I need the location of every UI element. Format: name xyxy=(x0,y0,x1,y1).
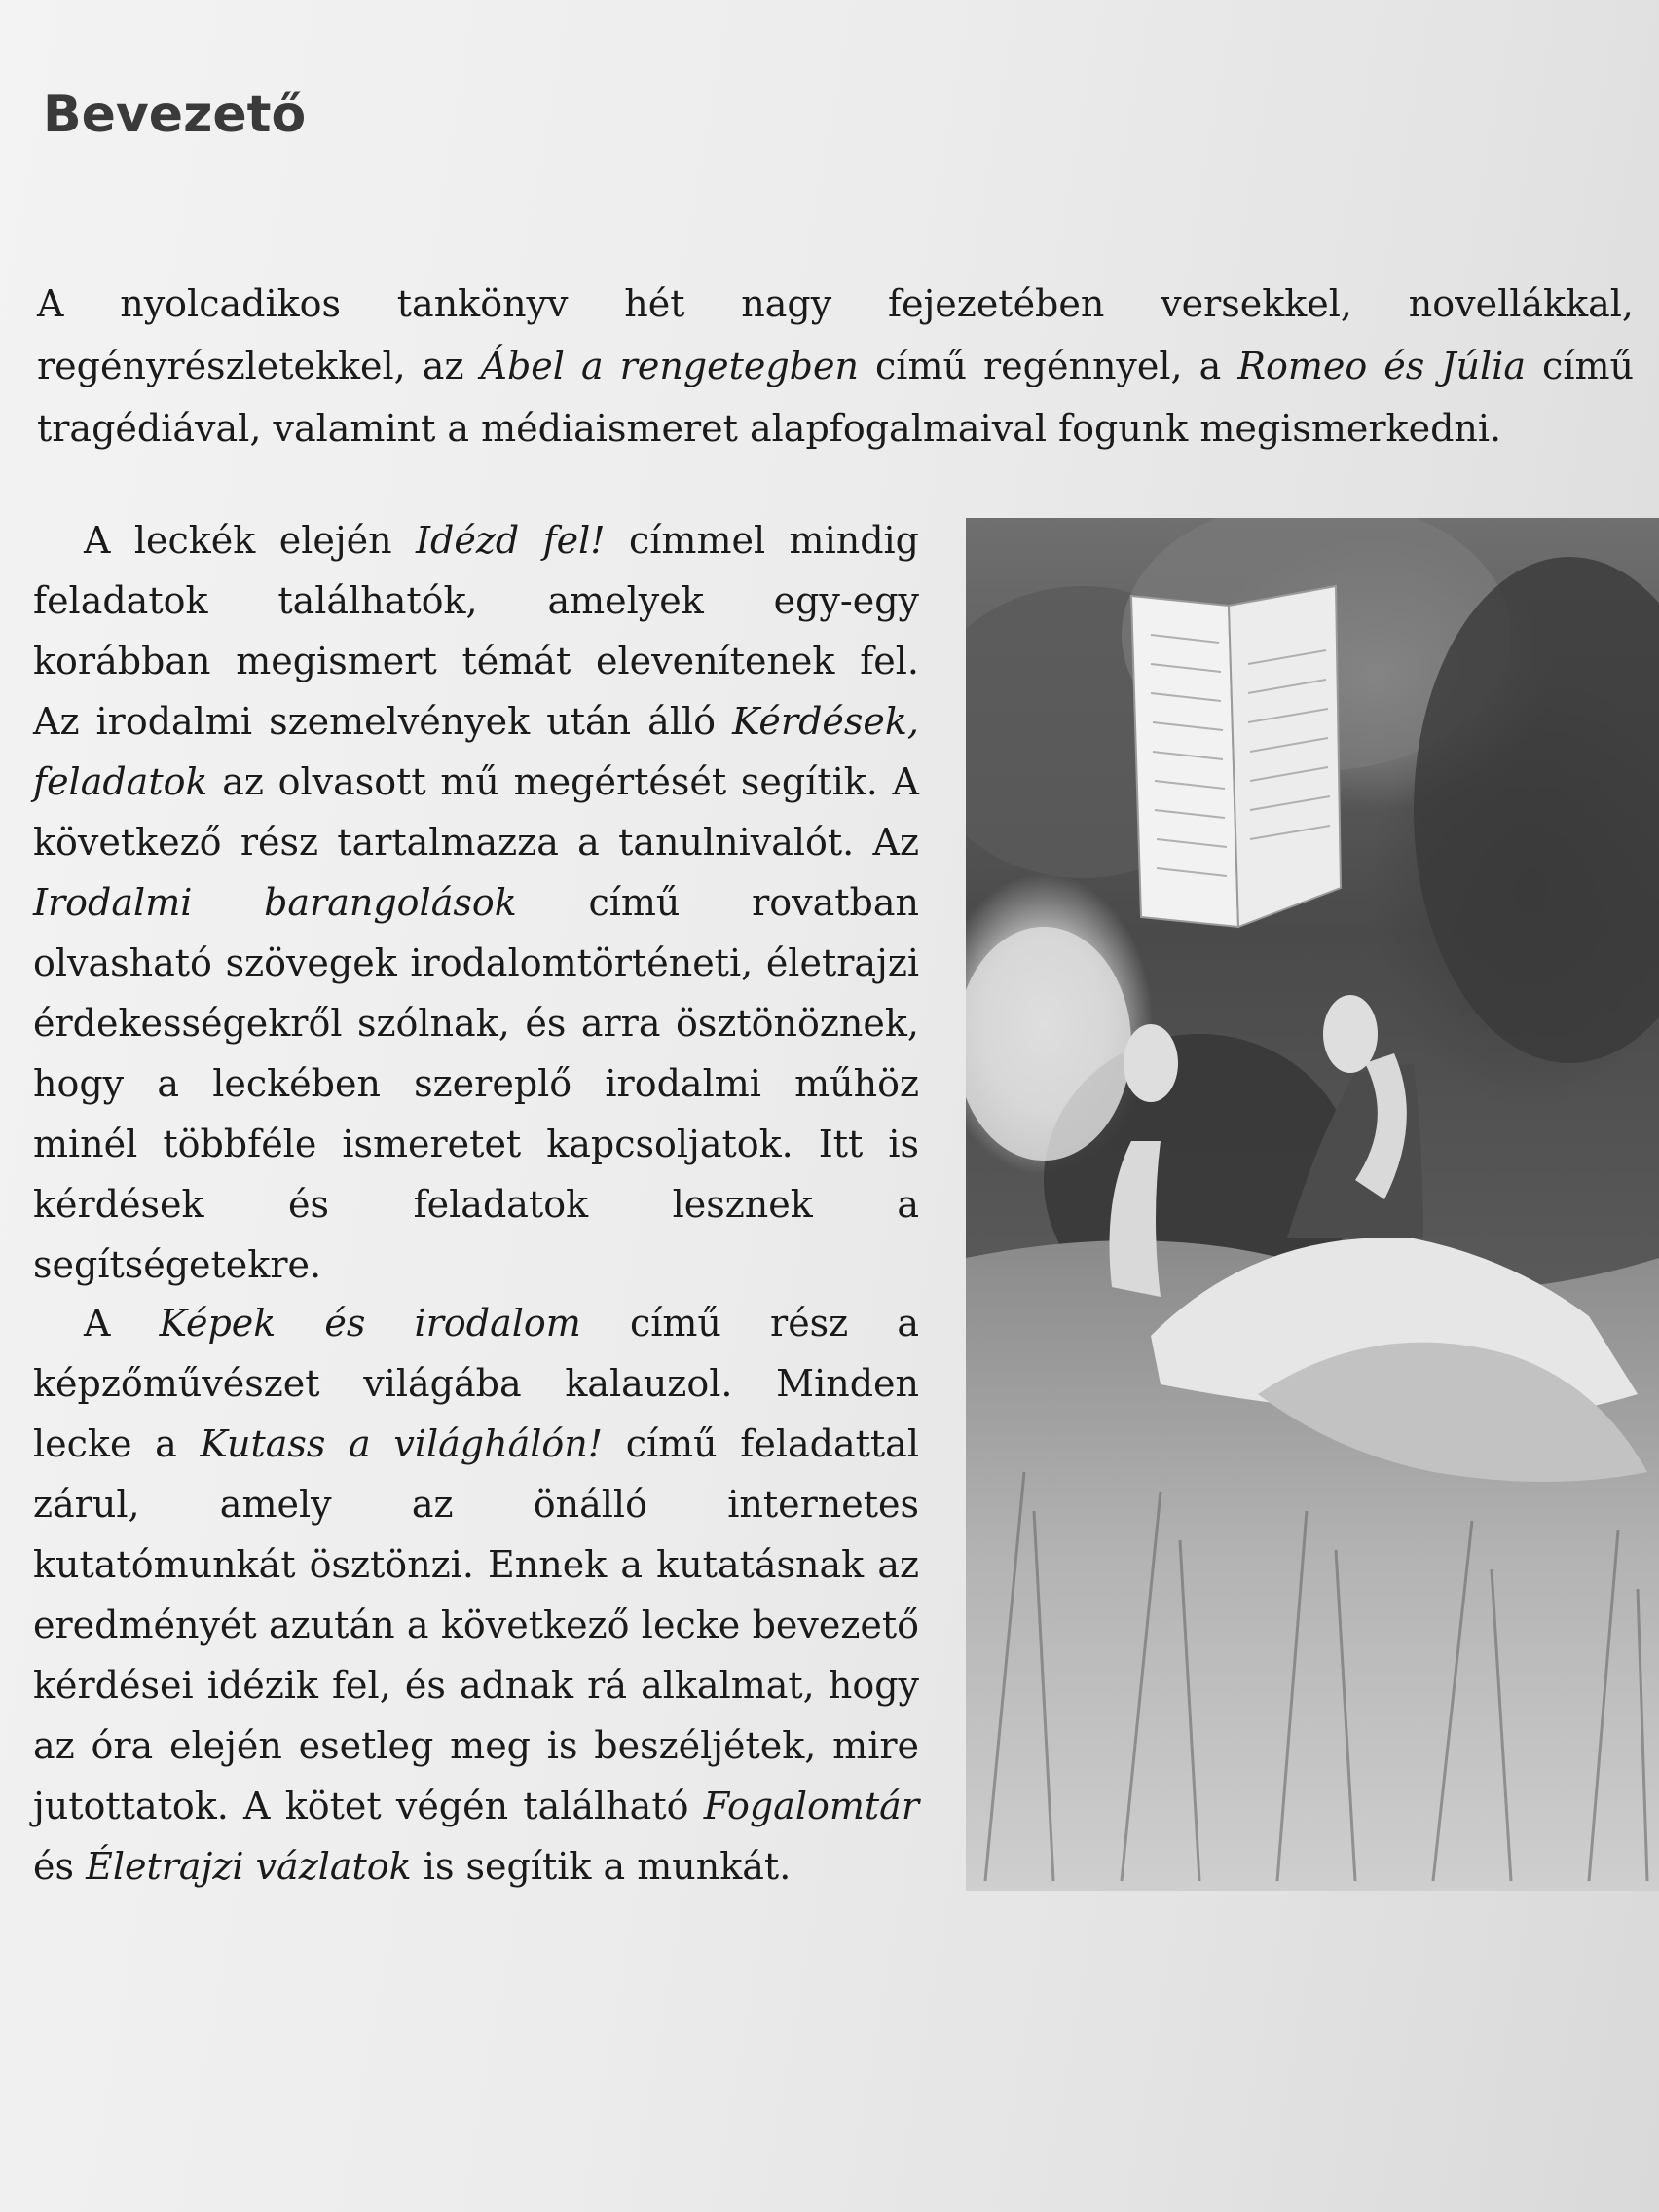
page-heading: Bevezető xyxy=(43,86,307,144)
italic-text-run: Fogalomtár xyxy=(703,1785,919,1827)
text-run: című rész a képzőművészet világába kalauzol. Minden lecke a xyxy=(33,1302,920,1465)
italic-text-run: Idézd fel! xyxy=(416,519,606,562)
text-run: is segítik a munkát. xyxy=(411,1845,792,1888)
text-run: című tragédiával, valamint a médiaismeret alapfogalmaival fogunk megismerkedni. xyxy=(37,345,1634,450)
pictures-paragraph xyxy=(33,1293,919,1897)
italic-text-run: Képek és irodalom xyxy=(159,1302,581,1345)
lessons-paragraph xyxy=(33,510,919,1295)
italic-text-run: Irodalmi barangolások xyxy=(33,881,517,924)
italic-text-run: Romeo és Júlia xyxy=(1237,345,1526,387)
text-run: és xyxy=(33,1845,87,1888)
girl-reading-in-grass-photo xyxy=(966,518,1659,1891)
text-run: című rovatban olvasható szövegek irodalomtörténeti, életrajzi érdekességekről szólnak, és arra ösztönöznek, hogy a leckében szereplő irodalmi műhöz minél többféle ismeretet kapcsoljatok. Itt is kérdések és feladatok lesznek a segítségetekre. xyxy=(33,881,919,1286)
text-run: című regénnyel, a xyxy=(858,345,1238,387)
text-run: címmel mindig feladatok találhatók, amelyek egy-egy korábban megismert témát elevenítenek fel. Az irodalmi szemelvények után álló xyxy=(33,519,919,743)
italic-text-run: Kérdések, feladatok xyxy=(33,700,919,803)
text-run: A leckék elején xyxy=(84,519,417,562)
text-run: A nyolcadikos tankönyv hét nagy fejezetében versekkel, novellákkal, regényrészletekkel, az xyxy=(37,282,1634,387)
text-run: az olvasott mű megértését segítik. A következő rész tartalmazza a tanulnivalót. Az xyxy=(33,760,919,864)
text-run: A xyxy=(84,1302,160,1345)
text-run: című feladattal zárul, amely az önálló internetes kutatómunkát ösztönzi. Ennek a kutatásnak az eredményét azután a következő lecke bevezető kérdései idézik fel, és adnak rá alkalmat, hogy az óra elején esetleg meg is beszéljétek, mire jutottatok. A kötet végén található xyxy=(33,1422,919,1827)
intro-paragraph xyxy=(37,273,1634,460)
italic-text-run: Életrajzi vázlatok xyxy=(86,1845,412,1888)
photo-illustration xyxy=(966,518,1659,1891)
italic-text-run: Ábel a rengetegben xyxy=(480,345,859,387)
italic-text-run: Kutass a világhálón! xyxy=(200,1422,604,1465)
